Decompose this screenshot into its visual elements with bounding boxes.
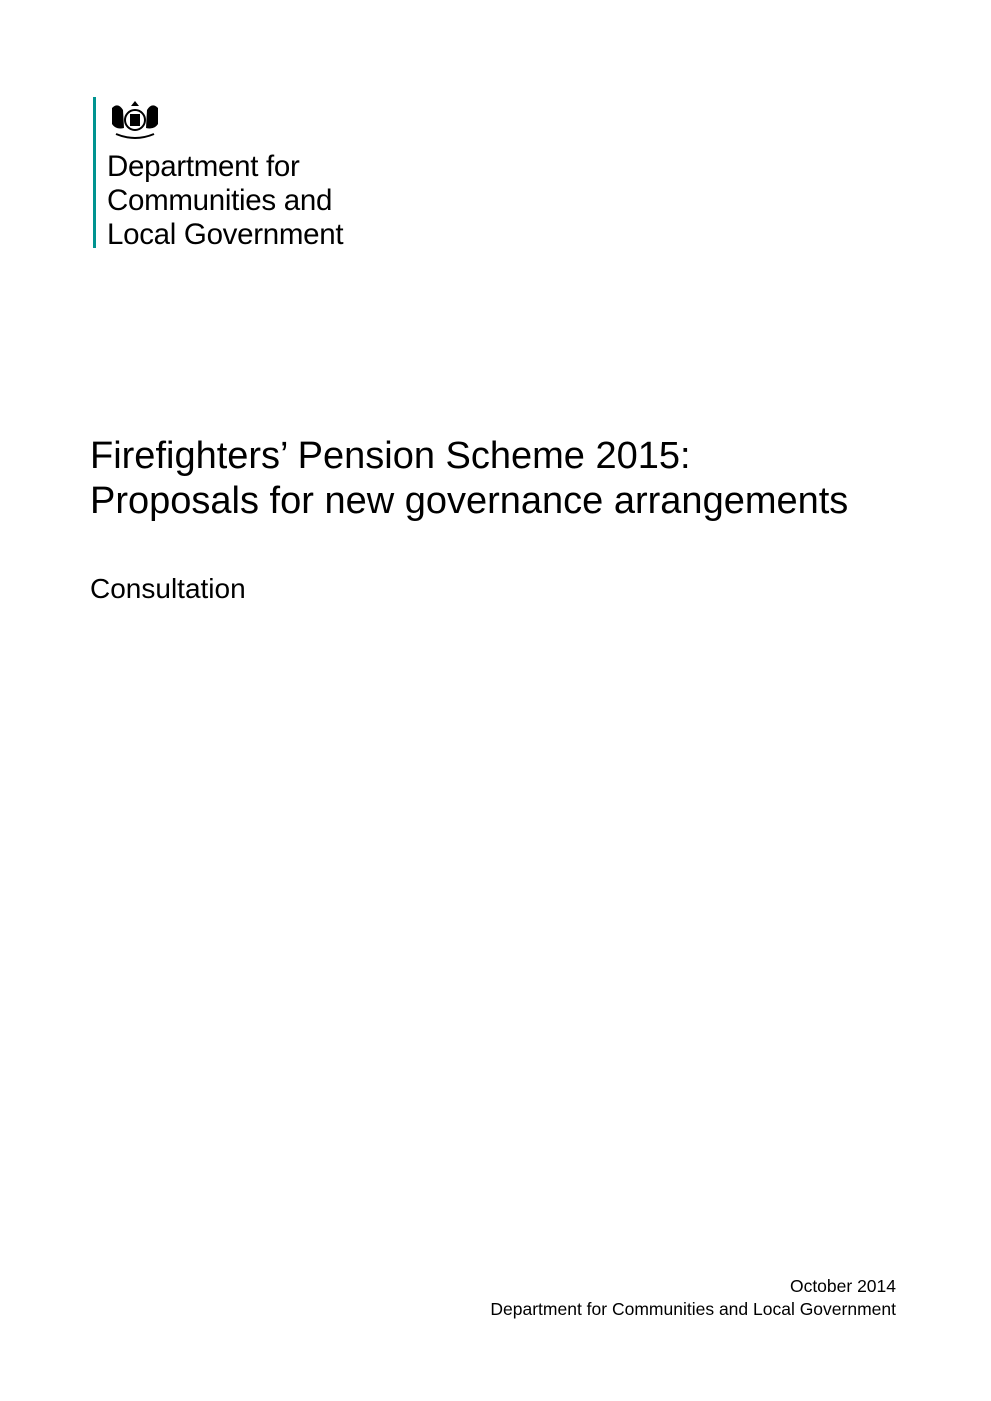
title-line: Proposals for new governance arrangements — [90, 480, 849, 522]
logo-line: Local Government — [107, 218, 344, 251]
royal-coat-of-arms-icon — [106, 98, 164, 142]
footer — [490, 1275, 896, 1321]
publication-date: October 2014 — [789, 1276, 896, 1296]
logo-accent-bar — [93, 97, 96, 248]
document-title — [90, 434, 848, 524]
title-line: Firefighters’ Pension Scheme 2015: — [90, 435, 691, 477]
logo-line: Department for — [107, 150, 300, 183]
logo-line: Communities and — [107, 184, 333, 217]
document-type: Consultation — [90, 573, 246, 604]
department-logo-text — [107, 150, 343, 252]
publisher: Department for Communities and Local Government — [490, 1299, 896, 1319]
